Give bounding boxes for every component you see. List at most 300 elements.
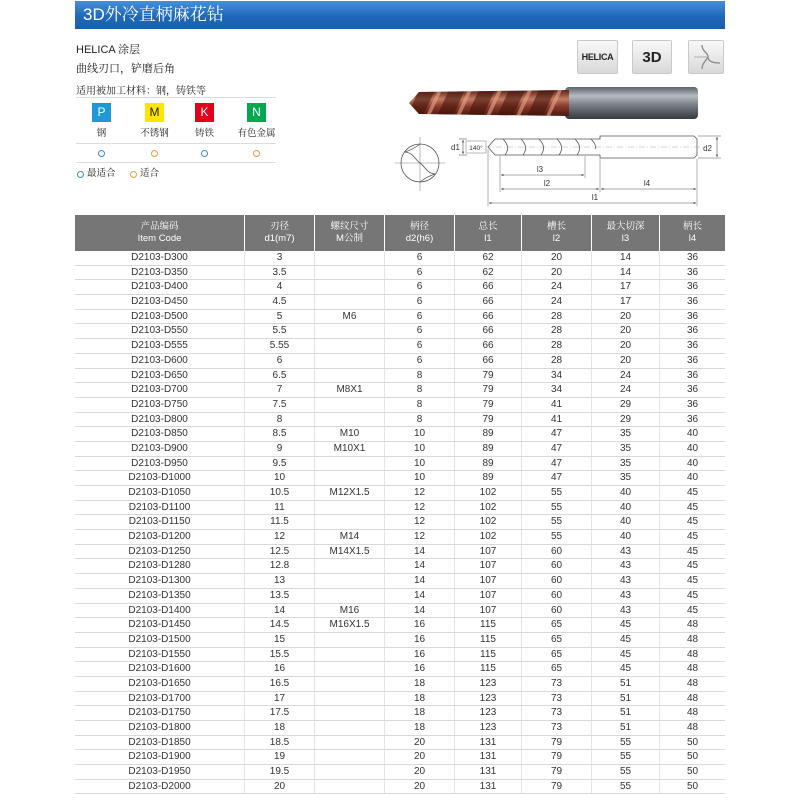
cell-cutting-diameter: 4.5 xyxy=(245,295,315,309)
cell-shank-length: 40 xyxy=(686,428,699,440)
column-header-shank-diameter xyxy=(385,215,455,251)
table-row xyxy=(75,589,725,604)
helica-badge-label: HELICA xyxy=(581,52,614,62)
cell-shank-length: 48 xyxy=(686,692,699,704)
cell-overall-length: 123 xyxy=(455,692,522,706)
cell-item-code: D2103-D1900 xyxy=(75,750,245,764)
cell-item-code: D2103-D1150 xyxy=(75,515,245,529)
cell-shank-diameter: 18 xyxy=(385,706,455,720)
cell-flute-length: 73 xyxy=(522,677,592,691)
cell-overall-length: 107 xyxy=(455,604,522,618)
cell-max-drilling-depth: 43 xyxy=(592,545,660,559)
cell-item-code: D2103-D400 xyxy=(75,280,245,294)
cell-shank-diameter: 20 xyxy=(385,736,455,750)
cell-cutting-diameter: 18.5 xyxy=(245,736,315,750)
cell-overall-length: 123 xyxy=(455,706,522,720)
cell-flute-length: 28 xyxy=(522,310,592,324)
cell-cutting-diameter: 5.5 xyxy=(245,324,315,338)
cell-max-drilling-depth: 20 xyxy=(592,324,660,338)
cell-shank-length: 45 xyxy=(686,516,699,528)
cell-flute-length: 73 xyxy=(522,706,592,720)
cell-flute-length: 55 xyxy=(522,530,592,544)
material-n-label: 有色金属 xyxy=(237,128,276,139)
cell-item-code: D2103-D900 xyxy=(75,442,245,456)
cell-shank-length: 50 xyxy=(686,766,699,778)
cell-shank-diameter: 18 xyxy=(385,692,455,706)
cell-max-drilling-depth: 17 xyxy=(592,280,660,294)
legend-good-label: 适合 xyxy=(140,168,160,179)
cell-thread-size xyxy=(315,648,385,662)
cell-flute-length: 20 xyxy=(522,266,592,280)
cell-shank-diameter: 6 xyxy=(385,310,455,324)
column-header-en: l1 xyxy=(484,233,492,244)
table-row xyxy=(75,427,725,442)
cell-overall-length: 123 xyxy=(455,721,522,735)
cell-flute-length: 79 xyxy=(522,765,592,779)
cell-item-code: D2103-D650 xyxy=(75,369,245,383)
d2-label: d2 xyxy=(703,144,712,153)
cell-item-code: D2103-D1400 xyxy=(75,604,245,618)
cell-cutting-diameter: 6 xyxy=(245,354,315,368)
cell-thread-size xyxy=(315,413,385,427)
cell-max-drilling-depth: 43 xyxy=(592,604,660,618)
cell-shank-diameter: 14 xyxy=(385,604,455,618)
cell-thread-size: M14X1.5 xyxy=(315,545,385,559)
cell-overall-length: 107 xyxy=(455,545,522,559)
cell-thread-size xyxy=(315,251,385,265)
table-row xyxy=(75,354,725,369)
cell-max-drilling-depth: 14 xyxy=(592,266,660,280)
material-p-badge: P xyxy=(92,103,111,122)
cell-max-drilling-depth: 20 xyxy=(592,354,660,368)
column-header-en: l2 xyxy=(552,233,561,244)
cell-thread-size xyxy=(315,559,385,573)
cell-shank-diameter: 20 xyxy=(385,750,455,764)
cell-item-code: D2103-D1000 xyxy=(75,471,245,485)
cell-shank-length: 40 xyxy=(686,442,699,454)
table-row xyxy=(75,677,725,692)
cell-shank-length: 36 xyxy=(686,354,699,366)
cell-thread-size xyxy=(315,692,385,706)
table-row xyxy=(75,662,725,677)
cell-cutting-diameter: 20 xyxy=(245,780,315,794)
cell-overall-length: 66 xyxy=(455,324,522,338)
cell-shank-length: 48 xyxy=(686,677,699,689)
cell-shank-length: 50 xyxy=(686,751,699,763)
drill-outline xyxy=(485,136,703,158)
cell-max-drilling-depth: 45 xyxy=(592,662,660,676)
legend-best-label: 最适合 xyxy=(87,168,116,179)
column-header-en: l3 xyxy=(621,233,630,244)
cell-overall-length: 79 xyxy=(455,413,522,427)
page-title: 3D外冷直柄麻花钻 xyxy=(83,5,224,24)
cell-thread-size xyxy=(315,295,385,309)
cell-flute-length: 60 xyxy=(522,604,592,618)
cell-cutting-diameter: 17 xyxy=(245,692,315,706)
cell-flute-length: 60 xyxy=(522,574,592,588)
cell-shank-diameter: 12 xyxy=(385,486,455,500)
materials-note: 适用被加工材料：钢，铸铁等 xyxy=(76,86,206,97)
spec-table xyxy=(75,215,725,794)
cell-shank-diameter: 6 xyxy=(385,339,455,353)
cell-max-drilling-depth: 20 xyxy=(592,310,660,324)
table-row xyxy=(75,369,725,384)
column-header-item-code xyxy=(75,215,245,251)
cell-shank-length: 36 xyxy=(686,266,699,278)
cell-thread-size: M14 xyxy=(315,530,385,544)
cell-item-code: D2103-D1800 xyxy=(75,721,245,735)
cell-shank-length: 36 xyxy=(686,340,699,352)
cell-cutting-diameter: 15 xyxy=(245,633,315,647)
cell-thread-size xyxy=(315,501,385,515)
cell-item-code: D2103-D700 xyxy=(75,383,245,397)
cell-shank-diameter: 14 xyxy=(385,574,455,588)
cell-overall-length: 66 xyxy=(455,339,522,353)
cell-overall-length: 89 xyxy=(455,442,522,456)
cell-shank-length: 45 xyxy=(686,589,699,601)
cell-overall-length: 66 xyxy=(455,310,522,324)
cell-flute-length: 65 xyxy=(522,618,592,632)
cell-flute-length: 47 xyxy=(522,442,592,456)
cell-cutting-diameter: 18 xyxy=(245,721,315,735)
column-header-en: d1(m7) xyxy=(264,233,295,244)
cell-item-code: D2103-D750 xyxy=(75,398,245,412)
cell-shank-diameter: 14 xyxy=(385,559,455,573)
feature-text: 曲线刃口，铲磨后角 xyxy=(76,63,175,75)
cell-flute-length: 41 xyxy=(522,413,592,427)
drill-photo xyxy=(405,84,703,124)
column-header-en: M公制 xyxy=(336,233,363,244)
table-row xyxy=(75,706,725,721)
material-m-badge: M xyxy=(145,103,164,122)
point-angle-label: 140° xyxy=(469,145,483,152)
cell-max-drilling-depth: 45 xyxy=(592,618,660,632)
table-row xyxy=(75,280,725,295)
cell-thread-size xyxy=(315,677,385,691)
column-header-cn: 螺纹尺寸 xyxy=(330,221,369,232)
cell-shank-length: 36 xyxy=(686,369,699,381)
cell-max-drilling-depth: 43 xyxy=(592,574,660,588)
cell-item-code: D2103-D1280 xyxy=(75,559,245,573)
table-row xyxy=(75,457,725,472)
cell-shank-length: 45 xyxy=(686,501,699,513)
table-row xyxy=(75,530,725,545)
cell-overall-length: 131 xyxy=(455,780,522,794)
cell-max-drilling-depth: 43 xyxy=(592,559,660,573)
column-header-en: l4 xyxy=(688,233,697,244)
cell-shank-length: 36 xyxy=(686,310,699,322)
cell-flute-length: 34 xyxy=(522,383,592,397)
cell-cutting-diameter: 11.5 xyxy=(245,515,315,529)
cell-item-code: D2103-D600 xyxy=(75,354,245,368)
cell-shank-diameter: 6 xyxy=(385,266,455,280)
cell-flute-length: 73 xyxy=(522,692,592,706)
cell-shank-length: 45 xyxy=(686,545,699,557)
cell-shank-diameter: 12 xyxy=(385,501,455,515)
cell-flute-length: 55 xyxy=(522,486,592,500)
cell-thread-size xyxy=(315,721,385,735)
cell-shank-diameter: 16 xyxy=(385,633,455,647)
cell-overall-length: 102 xyxy=(455,515,522,529)
cell-thread-size xyxy=(315,369,385,383)
table-row xyxy=(75,515,725,530)
cell-cutting-diameter: 7.5 xyxy=(245,398,315,412)
cell-flute-length: 60 xyxy=(522,589,592,603)
cell-thread-size xyxy=(315,662,385,676)
cell-item-code: D2103-D1950 xyxy=(75,765,245,779)
cell-overall-length: 102 xyxy=(455,501,522,515)
cell-max-drilling-depth: 24 xyxy=(592,383,660,397)
cell-thread-size xyxy=(315,280,385,294)
column-header-cn: 产品编码 xyxy=(140,221,179,232)
table-row xyxy=(75,383,725,398)
table-row xyxy=(75,574,725,589)
cell-cutting-diameter: 19.5 xyxy=(245,765,315,779)
cell-thread-size xyxy=(315,706,385,720)
cell-thread-size xyxy=(315,515,385,529)
cell-shank-diameter: 8 xyxy=(385,398,455,412)
cell-overall-length: 115 xyxy=(455,662,522,676)
cell-overall-length: 62 xyxy=(455,251,522,265)
table-row xyxy=(75,750,725,765)
cell-flute-length: 65 xyxy=(522,648,592,662)
cell-item-code: D2103-D1500 xyxy=(75,633,245,647)
material-k-badge: K xyxy=(195,103,214,122)
column-header-en: Item Code xyxy=(137,233,182,244)
cell-shank-diameter: 8 xyxy=(385,383,455,397)
cell-item-code: D2103-D1450 xyxy=(75,618,245,632)
cell-flute-length: 79 xyxy=(522,750,592,764)
cell-shank-length: 45 xyxy=(686,575,699,587)
cell-cutting-diameter: 3.5 xyxy=(245,266,315,280)
cell-cutting-diameter: 12.8 xyxy=(245,559,315,573)
legend-good-dot xyxy=(130,171,137,178)
cell-shank-length: 36 xyxy=(686,413,699,425)
cell-cutting-diameter: 12.5 xyxy=(245,545,315,559)
cell-thread-size: M16 xyxy=(315,604,385,618)
cell-thread-size: M16X1.5 xyxy=(315,618,385,632)
divider xyxy=(76,162,276,163)
cell-overall-length: 79 xyxy=(455,369,522,383)
cell-shank-length: 48 xyxy=(686,633,699,645)
cell-cutting-diameter: 5.55 xyxy=(245,339,315,353)
cell-shank-length: 48 xyxy=(686,707,699,719)
l2-label: l2 xyxy=(543,179,551,188)
cell-max-drilling-depth: 40 xyxy=(592,501,660,515)
cell-flute-length: 79 xyxy=(522,736,592,750)
table-row xyxy=(75,486,725,501)
cell-cutting-diameter: 17.5 xyxy=(245,706,315,720)
cell-flute-length: 34 xyxy=(522,369,592,383)
cell-item-code: D2103-D350 xyxy=(75,266,245,280)
cell-item-code: D2103-D1050 xyxy=(75,486,245,500)
cell-max-drilling-depth: 51 xyxy=(592,692,660,706)
cell-thread-size xyxy=(315,324,385,338)
cell-shank-diameter: 6 xyxy=(385,324,455,338)
cell-thread-size xyxy=(315,780,385,794)
cell-shank-diameter: 8 xyxy=(385,413,455,427)
cell-shank-length: 45 xyxy=(686,487,699,498)
l4-label: l4 xyxy=(643,179,651,188)
cell-shank-length: 50 xyxy=(686,736,699,748)
divider xyxy=(76,143,276,144)
cross-section xyxy=(395,137,445,191)
cell-item-code: D2103-D1350 xyxy=(75,589,245,603)
cell-max-drilling-depth: 51 xyxy=(592,677,660,691)
column-header-max-drilling-depth xyxy=(592,215,660,251)
cell-shank-diameter: 16 xyxy=(385,618,455,632)
cell-cutting-diameter: 8 xyxy=(245,413,315,427)
cell-overall-length: 89 xyxy=(455,427,522,441)
column-header-cutting-diameter xyxy=(245,215,315,251)
material-k-label: 铸铁 xyxy=(194,128,214,139)
3d-badge-label: 3D xyxy=(642,48,662,66)
cell-item-code: D2103-D1700 xyxy=(75,692,245,706)
cell-item-code: D2103-D1600 xyxy=(75,662,245,676)
cell-max-drilling-depth: 35 xyxy=(592,457,660,471)
cell-overall-length: 89 xyxy=(455,457,522,471)
drill-point-icon xyxy=(689,41,723,73)
cell-thread-size: M8X1 xyxy=(315,383,385,397)
column-header-flute-length xyxy=(522,215,592,251)
table-row xyxy=(75,618,725,633)
cell-max-drilling-depth: 55 xyxy=(592,780,660,794)
cell-overall-length: 89 xyxy=(455,471,522,485)
d1-label: d1 xyxy=(451,143,460,152)
cell-max-drilling-depth: 55 xyxy=(592,736,660,750)
material-n-rating-dot xyxy=(253,150,260,157)
cell-shank-length: 50 xyxy=(686,780,699,792)
table-row xyxy=(75,545,725,560)
cell-shank-diameter: 16 xyxy=(385,648,455,662)
divider xyxy=(76,97,276,98)
column-header-cn: 槽长 xyxy=(546,221,566,232)
cell-max-drilling-depth: 29 xyxy=(592,398,660,412)
cell-max-drilling-depth: 45 xyxy=(592,648,660,662)
cell-cutting-diameter: 4 xyxy=(245,280,315,294)
table-body xyxy=(75,251,725,794)
cell-flute-length: 47 xyxy=(522,427,592,441)
legend-best-dot xyxy=(77,171,84,178)
table-row xyxy=(75,780,725,795)
cell-shank-diameter: 10 xyxy=(385,457,455,471)
drill-point-badge xyxy=(688,40,724,74)
material-p-label: 钢 xyxy=(96,128,107,139)
cell-max-drilling-depth: 35 xyxy=(592,427,660,441)
cell-max-drilling-depth: 40 xyxy=(592,515,660,529)
table-row xyxy=(75,442,725,457)
cell-cutting-diameter: 9 xyxy=(245,442,315,456)
cell-max-drilling-depth: 45 xyxy=(592,633,660,647)
cell-cutting-diameter: 9.5 xyxy=(245,457,315,471)
title-bar xyxy=(75,1,725,29)
table-row xyxy=(75,471,725,486)
column-header-en: d2(h6) xyxy=(405,233,434,244)
cell-flute-length: 28 xyxy=(522,354,592,368)
cell-item-code: D2103-D555 xyxy=(75,339,245,353)
column-header-cn: 柄径 xyxy=(409,221,429,232)
cell-item-code: D2103-D500 xyxy=(75,310,245,324)
table-row xyxy=(75,692,725,707)
coating-text: HELICA 涂层 xyxy=(76,44,141,56)
material-n-badge: N xyxy=(247,103,266,122)
table-row xyxy=(75,266,725,281)
cell-thread-size xyxy=(315,339,385,353)
table-row xyxy=(75,310,725,325)
cell-cutting-diameter: 13 xyxy=(245,574,315,588)
cell-item-code: D2103-D300 xyxy=(75,251,245,265)
column-header-overall-length xyxy=(455,215,522,251)
cell-cutting-diameter: 10 xyxy=(245,471,315,485)
cell-shank-length: 48 xyxy=(686,619,699,631)
table-row xyxy=(75,339,725,354)
table-row xyxy=(75,398,725,413)
cell-shank-diameter: 16 xyxy=(385,662,455,676)
cell-shank-length: 45 xyxy=(686,604,699,616)
cell-thread-size xyxy=(315,589,385,603)
cell-max-drilling-depth: 35 xyxy=(592,442,660,456)
cell-shank-length: 36 xyxy=(686,384,699,396)
cell-overall-length: 79 xyxy=(455,398,522,412)
cell-item-code: D2103-D1250 xyxy=(75,545,245,559)
cell-cutting-diameter: 5 xyxy=(245,310,315,324)
cell-thread-size xyxy=(315,574,385,588)
cell-max-drilling-depth: 43 xyxy=(592,589,660,603)
cell-overall-length: 66 xyxy=(455,280,522,294)
cell-cutting-diameter: 14 xyxy=(245,604,315,618)
material-k-rating-dot xyxy=(201,150,208,157)
cell-item-code: D2103-D450 xyxy=(75,295,245,309)
technical-drawing xyxy=(385,126,725,208)
cell-overall-length: 62 xyxy=(455,266,522,280)
cell-max-drilling-depth: 35 xyxy=(592,471,660,485)
cell-cutting-diameter: 10.5 xyxy=(245,486,315,500)
cell-shank-length: 48 xyxy=(686,663,699,675)
cell-flute-length: 79 xyxy=(522,780,592,794)
cell-item-code: D2103-D1300 xyxy=(75,574,245,588)
cell-shank-diameter: 12 xyxy=(385,530,455,544)
cell-thread-size: M10 xyxy=(315,427,385,441)
cell-thread-size: M6 xyxy=(315,310,385,324)
cell-shank-length: 45 xyxy=(686,560,699,572)
cell-shank-length: 36 xyxy=(686,281,699,293)
cell-overall-length: 102 xyxy=(455,530,522,544)
cell-overall-length: 66 xyxy=(455,295,522,309)
cell-max-drilling-depth: 14 xyxy=(592,251,660,265)
l3-label: l3 xyxy=(536,165,544,174)
cell-cutting-diameter: 19 xyxy=(245,750,315,764)
cell-max-drilling-depth: 29 xyxy=(592,413,660,427)
cell-flute-length: 47 xyxy=(522,471,592,485)
cell-max-drilling-depth: 20 xyxy=(592,339,660,353)
material-p-rating-dot xyxy=(98,150,105,157)
cell-cutting-diameter: 15.5 xyxy=(245,648,315,662)
column-header-thread-size xyxy=(315,215,385,251)
cell-max-drilling-depth: 40 xyxy=(592,486,660,500)
cell-max-drilling-depth: 24 xyxy=(592,369,660,383)
cell-cutting-diameter: 8.5 xyxy=(245,427,315,441)
cell-shank-diameter: 8 xyxy=(385,369,455,383)
l1-label: l1 xyxy=(591,193,599,202)
cell-shank-length: 45 xyxy=(686,531,699,543)
cell-thread-size xyxy=(315,398,385,412)
cell-cutting-diameter: 6.5 xyxy=(245,369,315,383)
cell-thread-size xyxy=(315,765,385,779)
cell-item-code: D2103-D1750 xyxy=(75,706,245,720)
cell-item-code: D2103-D800 xyxy=(75,413,245,427)
table-row xyxy=(75,501,725,516)
cell-item-code: D2103-D1550 xyxy=(75,648,245,662)
